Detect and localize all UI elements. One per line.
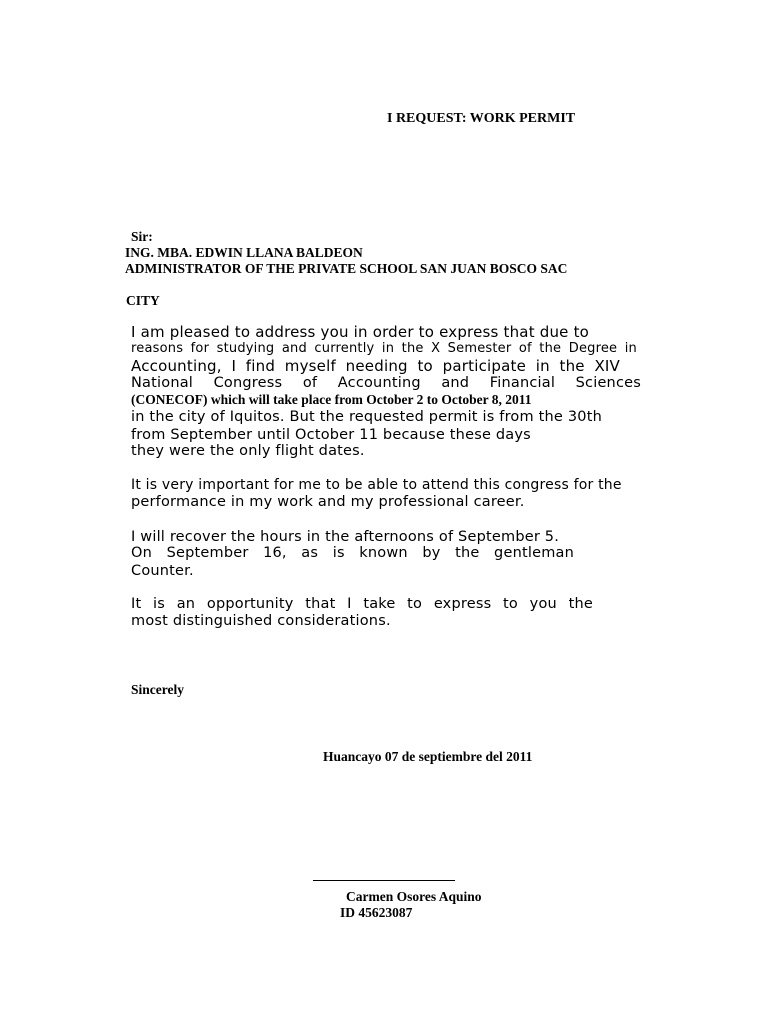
body-p1-line: from September until October 11 because these days — [131, 427, 531, 443]
salutation: Sir: — [131, 229, 153, 244]
body-p1-line: they were the only flight dates. — [131, 443, 365, 459]
letter-title: I REQUEST: WORK PERMIT — [387, 111, 576, 126]
signature-line — [313, 880, 455, 881]
body-p1-line: in the city of Iquitos. But the requested permit is from the 30th — [131, 409, 602, 425]
place-date: Huancayo 07 de septiembre del 2011 — [323, 749, 533, 764]
body-p2-line: performance in my work and my professional career. — [131, 494, 525, 510]
body-p1-line: reasons for studying and currently in the X Semester of the Degree in — [131, 341, 637, 356]
body-p3-line: I will recover the hours in the afternoons of September 5. — [131, 529, 560, 545]
body-p2-line: It is very important for me to be able to attend this congress for the — [131, 477, 622, 493]
closing: Sincerely — [131, 682, 184, 697]
body-p3-line: On September 16, as is known by the gentleman — [131, 545, 574, 561]
recipient-city: CITY — [126, 293, 160, 308]
signer-name: Carmen Osores Aquino — [346, 889, 482, 904]
body-p1-line: (CONECOF) which will take place from October 2 to October 8, 2011 — [131, 392, 532, 407]
recipient-position: ADMINISTRATOR OF THE PRIVATE SCHOOL SAN JUAN BOSCO SAC — [125, 261, 568, 276]
body-p1-line: Accounting, I find myself needing to participate in the XIV — [131, 357, 620, 375]
body-p3-line: Counter. — [131, 563, 194, 579]
body-p4-line: It is an opportunity that I take to express to you the — [131, 596, 593, 612]
recipient-name: ING. MBA. EDWIN LLANA BALDEON — [125, 245, 363, 260]
body-p1-line: National Congress of Accounting and Financial Sciences — [131, 375, 641, 391]
body-p1-line: I am pleased to address you in order to express that due to — [131, 323, 590, 341]
body-p4-line: most distinguished considerations. — [131, 613, 391, 629]
signer-id: ID 45623087 — [340, 905, 413, 920]
